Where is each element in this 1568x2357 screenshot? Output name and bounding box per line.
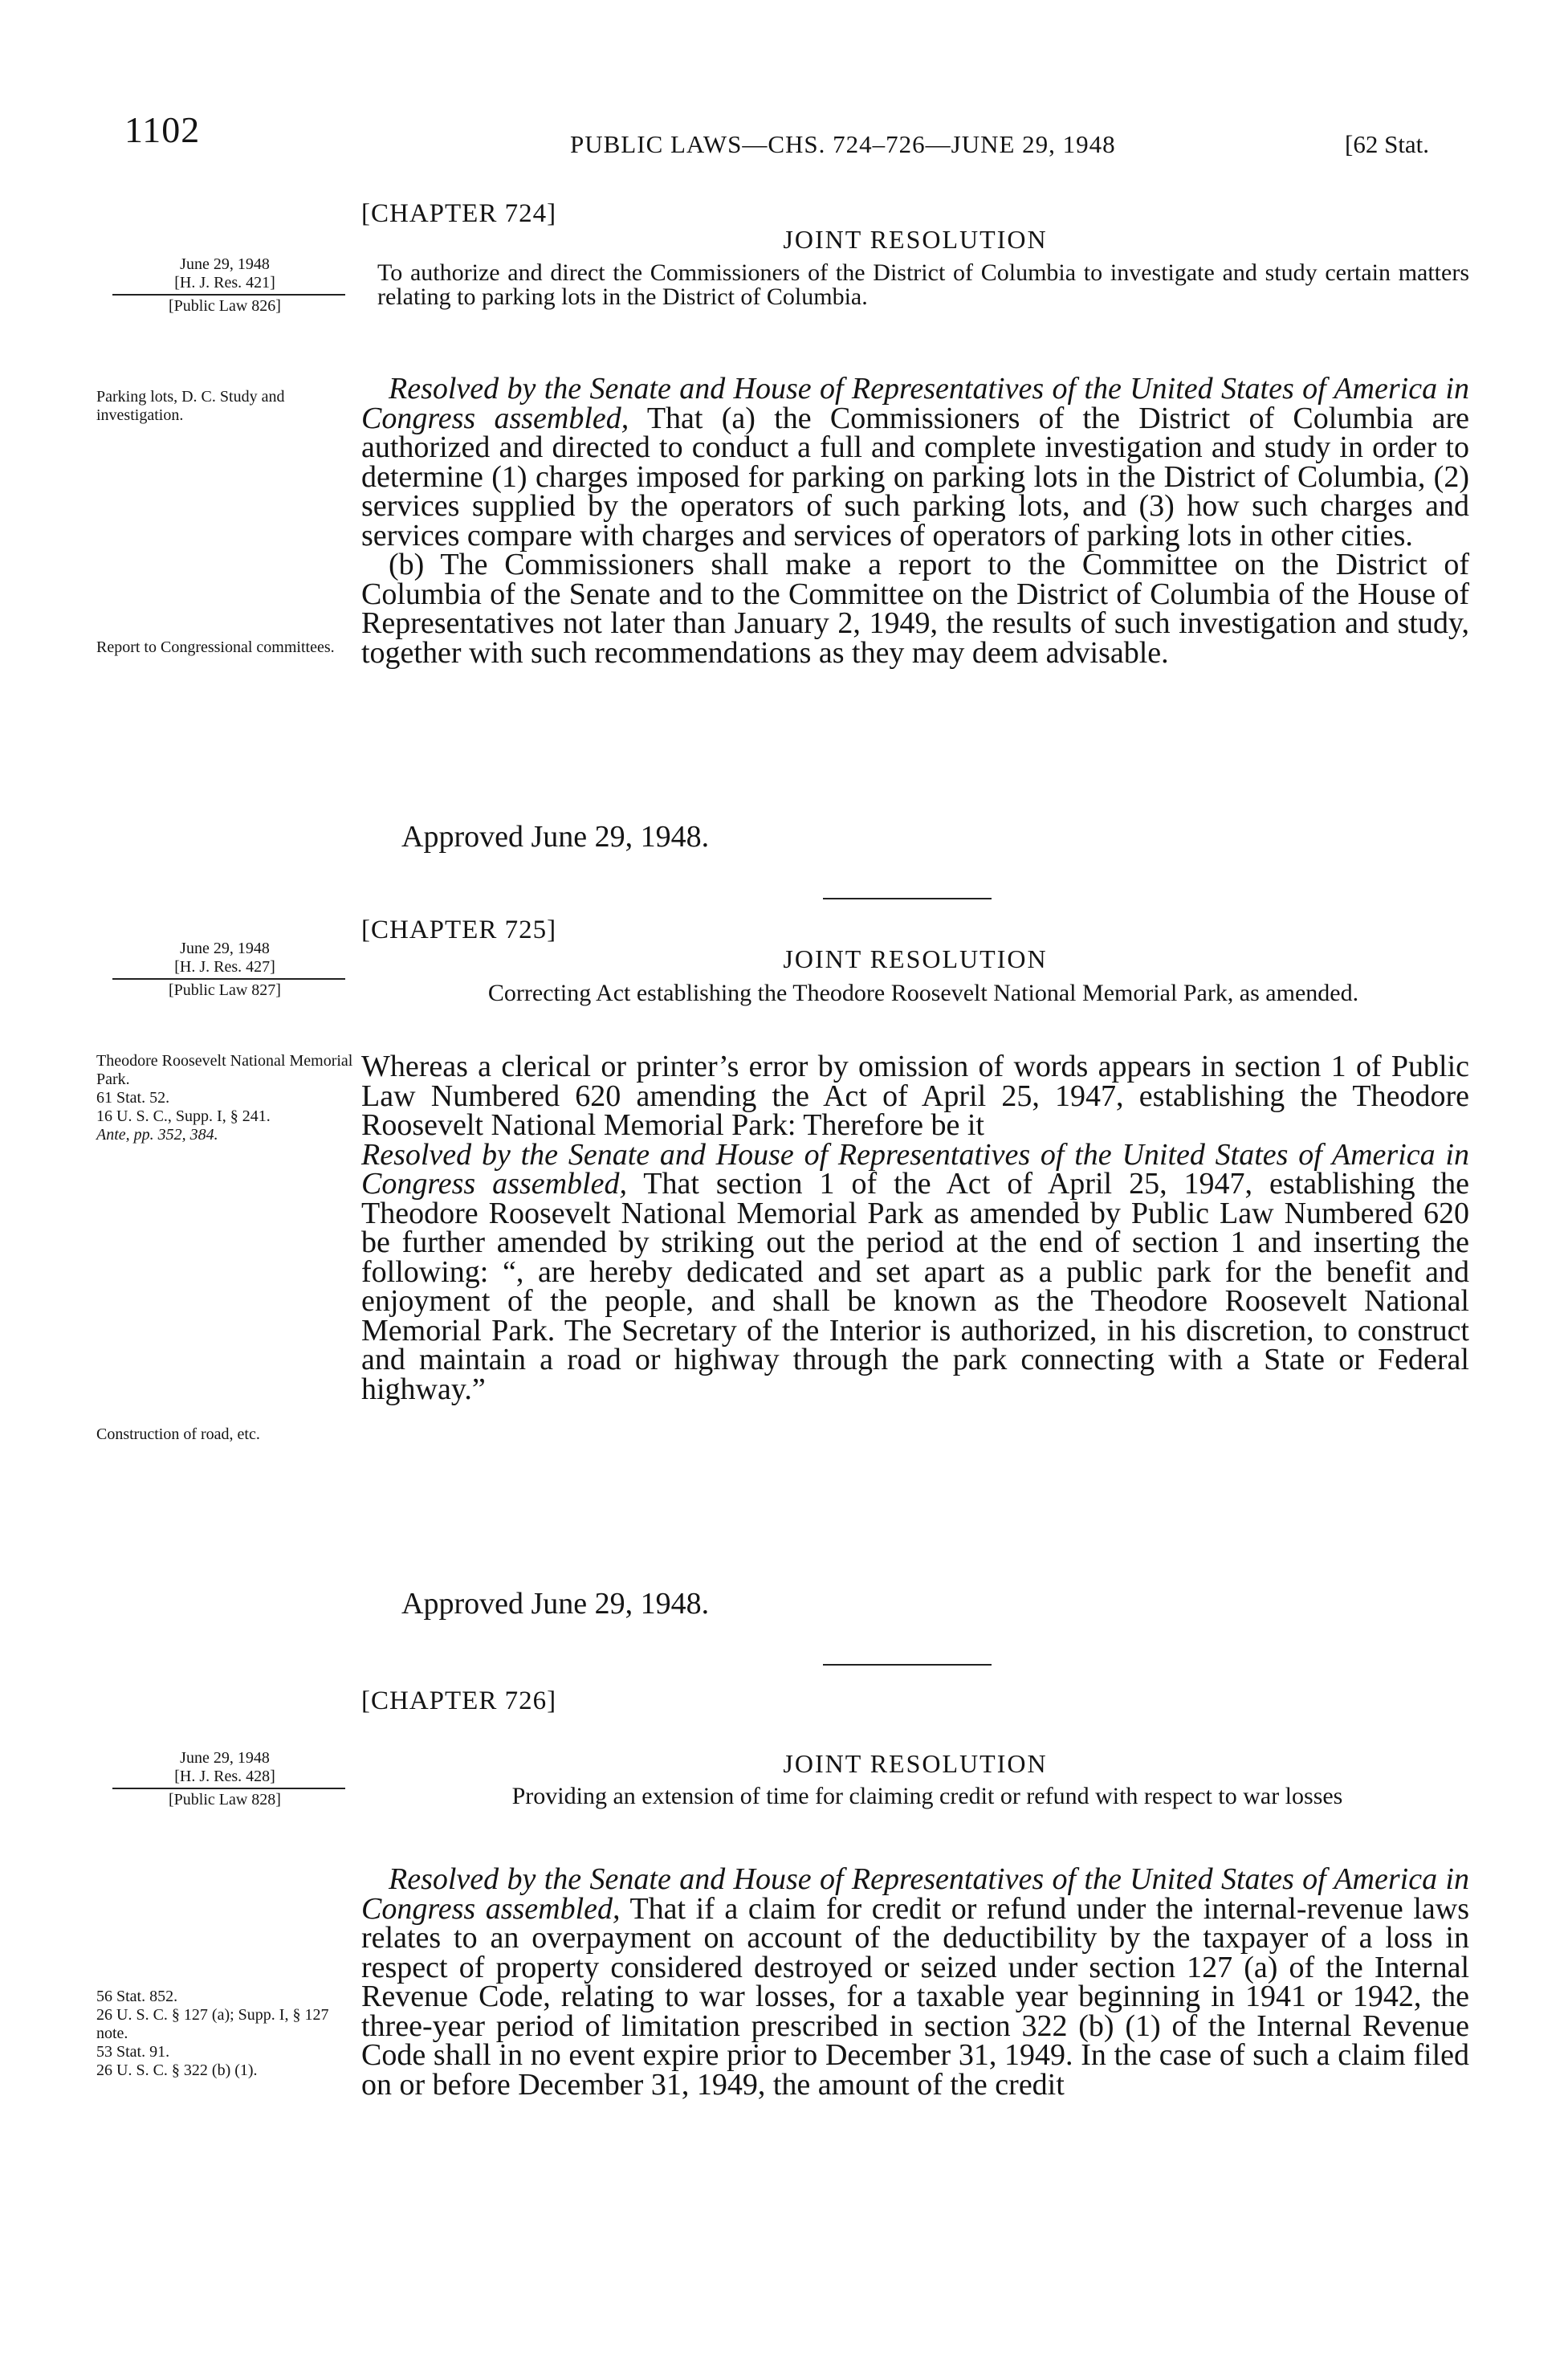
- chapter-724-title: To authorize and direct the Commissioners of the District of Columbia to investigate and study certain matters relating to parking lots in the District of Columbia.: [377, 259, 1469, 310]
- chapter-726-body: [361, 1862, 1469, 2102]
- margin-date: June 29, 1948: [180, 1749, 270, 1767]
- margin-rule: [112, 294, 345, 296]
- chapter-724-margin-note-parking: Parking lots, D. C. Study and investigation.: [96, 388, 285, 424]
- section-divider: [823, 898, 992, 899]
- chapter-725-margin-note-park: [96, 1052, 361, 1144]
- margin-rule: [112, 978, 345, 980]
- margin-note: Theodore Roosevelt National Memorial Park.: [96, 1052, 353, 1088]
- margin-resolution-number: [H. J. Res. 421]: [174, 274, 275, 292]
- margin-note: 61 Stat. 52.: [96, 1089, 170, 1107]
- enacting-clause: Resolved by the Senate and House of Representatives of the United States of America in Congress assembled,: [361, 1862, 1469, 1926]
- resolution-text: That if a claim for credit or refund under the internal-revenue laws relates to an overpayment on account of the deductibility by the taxpayer of a loss in respect of property considered destroyed or seized under section 127 (a) of the Internal Revenue Code, relating to war losses, for a taxable year beginning in 1941 or 1942, the three-year period of limitation prescribed in section 322 (b) (1) of the Internal Revenue Code shall in no event expire prior to December 31, 1949. In the case of such a claim filed on or before December 31, 1949, the amount of the credit: [361, 1891, 1469, 2102]
- chapter-725-body: [361, 1052, 1469, 1404]
- chapter-725-approved: Approved June 29, 1948.: [401, 1587, 710, 1621]
- margin-date: June 29, 1948: [180, 940, 270, 957]
- margin-note: Ante, pp. 352, 384.: [96, 1126, 218, 1144]
- enacting-clause: Resolved by the Senate and House of Representatives of the United States of America in Congress assembled,: [361, 1137, 1469, 1201]
- chapter-725-joint-resolution: JOINT RESOLUTION: [783, 944, 1048, 973]
- chapter-724-approved: Approved June 29, 1948.: [401, 820, 710, 854]
- margin-public-law: [Public Law 828]: [169, 1791, 281, 1809]
- margin-note: 16 U. S. C., Supp. I, § 241.: [96, 1107, 271, 1125]
- statute-reference: [62 Stat.: [1345, 130, 1430, 158]
- whereas-clause: Whereas a clerical or printer’s error by omission of words appears in section 1 of Public Law Numbered 620 amending the Act of April 25, 1947, establishing the Theodore Roosevelt National Memorial Park: Therefore be it: [361, 1050, 1469, 1142]
- page-number: 1102: [124, 109, 201, 150]
- chapter-726-margin-notes: [96, 1988, 361, 2080]
- chapter-725-margin-citation: [96, 940, 353, 1000]
- margin-public-law: [Public Law 826]: [169, 297, 281, 315]
- margin-public-law: [Public Law 827]: [169, 981, 281, 999]
- chapter-726-joint-resolution: JOINT RESOLUTION: [783, 1749, 1048, 1778]
- chapter-724-joint-resolution: JOINT RESOLUTION: [783, 225, 1048, 254]
- margin-note: 56 Stat. 852.: [96, 1988, 178, 2005]
- paragraph-a: That (a) the Commissioners of the District of Columbia are authorized and directed to conduct a full and complete investigation and study in order to determine (1) charges imposed for parking on parking lots in the District of Columbia, (2) services supplied by the operators of such parking lots, and (3) how such charges and services compare with charges and services of operators of parking lots in other cities.: [361, 401, 1469, 553]
- paragraph-b: (b) The Commissioners shall make a report to the Committee on the District of Columbia of the Senate and to the Committee on the District of Columbia of the House of Representatives not later than January 2, 1949, the results of such investigation and study, together with such recommendations as they may deem advisable.: [361, 548, 1469, 670]
- enacting-clause: Resolved by the Senate and House of Representatives of the United States of America in Congress assembled,: [361, 372, 1469, 435]
- chapter-726-margin-citation: [96, 1749, 353, 1809]
- section-divider: [823, 1664, 992, 1666]
- running-head: PUBLIC LAWS—CHS. 724–726—JUNE 29, 1948: [570, 130, 1116, 158]
- margin-note: 53 Stat. 91.: [96, 2043, 170, 2061]
- margin-note: 26 U. S. C. § 127 (a); Supp. I, § 127 note.: [96, 2006, 329, 2042]
- chapter-724-margin-note-report: Report to Congressional committees.: [96, 638, 335, 656]
- chapter-726-title: Providing an extension of time for claiming credit or refund with respect to war losses: [511, 1783, 1343, 1809]
- margin-resolution-number: [H. J. Res. 427]: [174, 958, 275, 976]
- chapter-724-heading: [CHAPTER 724]: [361, 199, 557, 228]
- chapter-725-margin-note-road: Construction of road, etc.: [96, 1425, 260, 1443]
- margin-note: 26 U. S. C. § 322 (b) (1).: [96, 2061, 258, 2079]
- margin-resolution-number: [H. J. Res. 428]: [174, 1768, 275, 1785]
- chapter-725-heading: [CHAPTER 725]: [361, 915, 557, 944]
- margin-rule: [112, 1788, 345, 1789]
- chapter-725-title: Correcting Act establishing the Theodore Roosevelt National Memorial Park, as amended.: [487, 980, 1359, 1006]
- resolution-text: That section 1 of the Act of April 25, 1947, establishing the Theodore Roosevelt National Memorial Park as amended by Public Law Numbered 620 be further amended by striking out the period at the end of section 1 and inserting the following: “, are hereby dedicated and set apart as a public park for the benefit and enjoyment of the people, and shall be known as the Theodore Roosevelt National Memorial Park. The Secretary of the Interior is authorized, in his discretion, to construct and maintain a road or highway through the park connecting with a State or Federal highway.”: [361, 1167, 1469, 1406]
- chapter-724-body: [361, 372, 1469, 670]
- margin-date: June 29, 1948: [180, 255, 270, 273]
- chapter-726-heading: [CHAPTER 726]: [361, 1686, 557, 1715]
- chapter-724-margin-citation: [96, 255, 353, 316]
